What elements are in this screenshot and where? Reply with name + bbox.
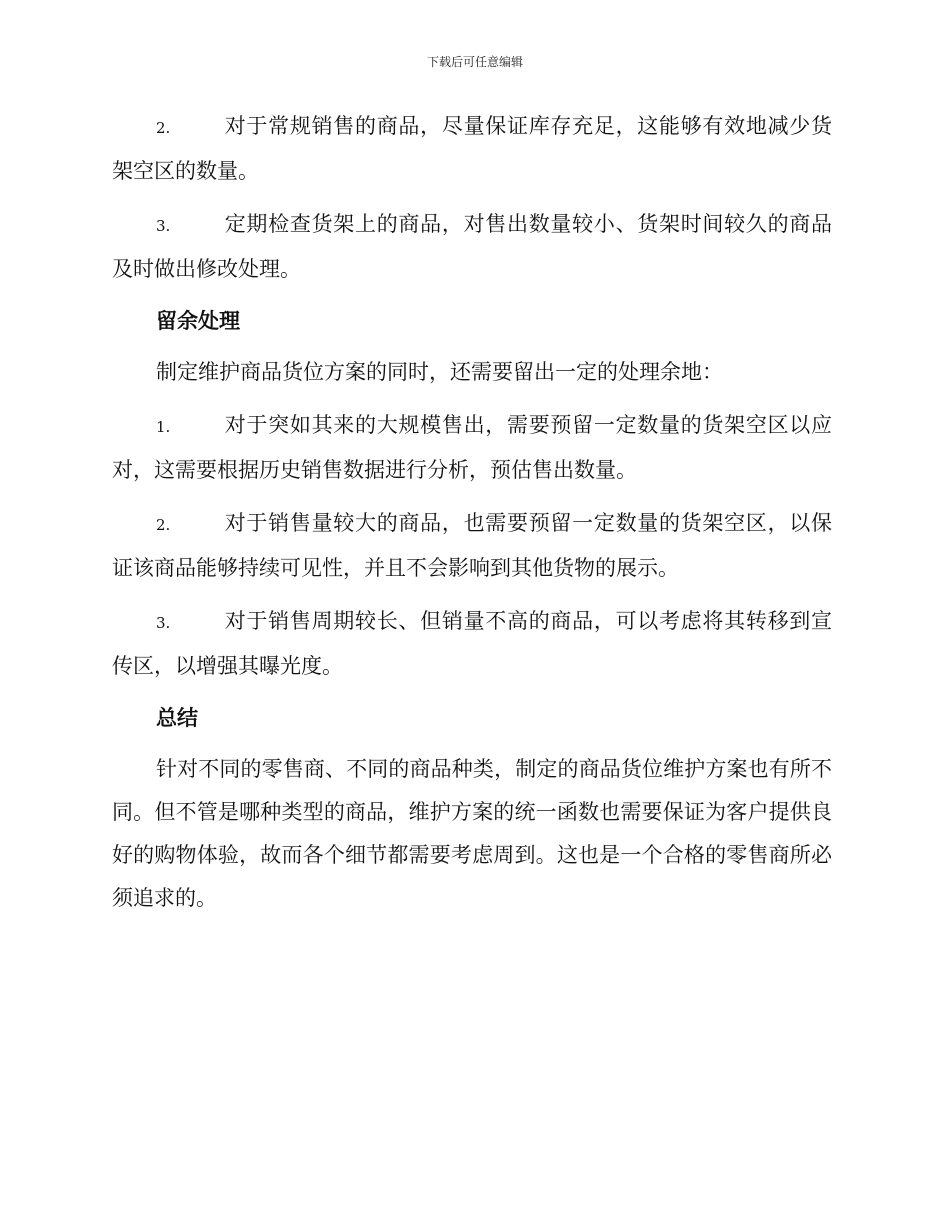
list-item-text: 定期检查货架上的商品，对售出数量较小、货架时间较久的商品及时做出修改处理。 [112,212,832,281]
list-item-text: 对于销售量较大的商品，也需要预留一定数量的货架空区，以保证该商品能够持续可见性，并且不会影响到其他货物的展示。 [112,511,832,580]
list-item [112,105,832,193]
list-item [112,600,832,688]
list-number: 3. [156,217,171,235]
section-heading-summary: 总结 [156,706,198,730]
list-number: 2. [156,119,171,137]
list-item-text: 对于销售周期较长、但销量不高的商品，可以考虑将其转移到宣传区，以增强其曝光度。 [112,609,832,678]
list-item [112,502,832,590]
list-item [112,203,832,291]
list-item-text: 对于常规销售的商品，尽量保证库存充足，这能够有效地减少货架空区的数量。 [112,114,832,183]
list-number: 3. [156,614,171,632]
list-number: 1. [156,418,171,436]
page-header: 下载后可任意编辑 [426,55,523,69]
list-number: 2. [156,516,171,534]
section-intro: 制定维护商品货位方案的同时，还需要留出一定的处理余地： [156,360,723,384]
document-content [112,105,832,930]
summary-paragraph: 针对不同的零售商、不同的商品种类，制定的商品货位维护方案也有所不同。但不管是哪种类型的商品，维护方案的统一函数也需要保证为客户提供良好的购物体验，故而各个细节都需要考虑周到。这也是一个合格的零售商所必须追求的。 [112,757,832,910]
section-heading-reserve: 留余处理 [156,309,240,333]
list-item-text: 对于突如其来的大规模售出，需要预留一定数量的货架空区以应对，这需要根据历史销售数据进行分析，预估售出数量。 [112,413,832,482]
list-item [112,404,832,492]
